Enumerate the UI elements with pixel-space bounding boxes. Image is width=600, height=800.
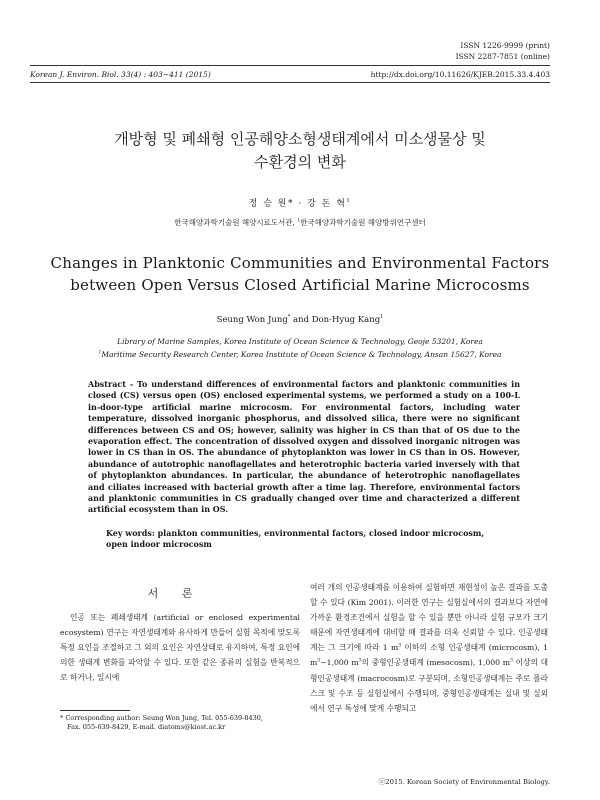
- korean-affiliation: [0, 217, 600, 228]
- english-affiliation-2-row: [0, 348, 600, 361]
- english-title-line2: between Open Versus Closed Artificial Marine Microcosms: [70, 276, 530, 294]
- english-author-1: Seung Won Jung: [216, 315, 288, 325]
- abstract-dash: -: [125, 379, 137, 389]
- korean-title: [0, 128, 600, 174]
- body-left-column: [60, 610, 300, 685]
- english-affiliation-1: Library of Marine Samples, Korea Institute of Ocean Science & Technology, Geoje 53201, Korea: [117, 337, 483, 346]
- english-author-1-mark: *: [287, 314, 291, 321]
- keywords-label: Key words:: [106, 528, 155, 538]
- korean-author-1: 정 승 원: [248, 199, 288, 209]
- issn-online: ISSN 2287-7851 (online): [455, 52, 550, 61]
- section-heading-introduction: 서 론: [147, 587, 203, 600]
- footnote: [60, 714, 310, 732]
- footnote-line2: Fax. 055-639-8429, E-mail. diatoms@kiost.ac.kr: [67, 723, 226, 731]
- english-authors: [0, 315, 600, 325]
- body-left-paragraph: 인공 또는 폐쇄생태계 (artificial or enclosed experimental ecosystem) 연구는 자연생태계와 유사하게 만들어 실험 목적에 맞도록 특정 요인을 조절하고 그 외의 요인은 자연상태로 유지하여, 특정 요인에 의한 생태계 변화를 파악할 수 있다. 또한 같은 종류의 실험을 반복적으로 하거나, 일시에: [60, 613, 300, 683]
- journal-citation: Korean J. Environ. Biol. 33(4) : 403~411 (2015): [30, 69, 211, 79]
- korean-author-separator: * ·: [287, 199, 308, 209]
- body-right-text-2: 이하의 소형 인공생태계 (microcosm), 1 m: [310, 643, 548, 668]
- korean-affiliation-mark: 1: [297, 218, 301, 224]
- korean-author-2: 강 돈 혁: [307, 199, 347, 209]
- english-affiliation-2-mark: 1: [98, 350, 102, 356]
- english-author-and: and: [290, 315, 312, 325]
- footnote-rule: [60, 710, 130, 711]
- korean-affiliation-2: 한국해양과학기술원 해양방위연구센터: [300, 218, 426, 227]
- english-affiliations: [0, 335, 600, 361]
- footnote-line1: * Corresponding author: Seung Won Jung, Tel. 055-639-8430,: [60, 714, 263, 722]
- korean-author-2-mark: 1: [346, 198, 352, 204]
- english-affiliation-2: Maritime Security Research Center, Korea Institute of Ocean Science & Technology, Ansan 15627, Korea: [101, 350, 502, 359]
- body-right-column: [310, 580, 548, 716]
- korean-title-line2: 수환경의 변화: [254, 153, 346, 171]
- abstract-text: To understand differences of environmental factors and planktonic communities in closed (CS) versus open (OS) enclosed experimental systems, we performed a study on a 100-L in-door-type artificial marine microcosm. For environmental factors, including water temperature, dissolved inorganic phosphorus, and dissolved silica, there were no significant differences between CS and OS; however, salinity was higher in CS than that of OS due to the evaporation effect. The concentration of dissolved oxygen and dissolved inorganic nitrogen was lower in CS than in OS. The abundance of phytoplankton was lower in CS than in OS. However, abundance of autotrophic nanoflagellates and heterotrophic bacteria varied inversely with that of phytoplankton abundances. In particular, the abundance of heterotrophic nanoflagellates and ciliates increased with bacterial growth after a time lag. Therefore, environmental factors and planktonic communities in CS gradually changed over time and characterized a different artificial ecosystem than in OS.: [88, 379, 521, 515]
- english-title-line1: Changes in Planktonic Communities and Environmental Factors: [50, 254, 550, 272]
- issn-print: ISSN 1226-9999 (print): [460, 41, 550, 50]
- unit-sup-1: 3: [398, 643, 402, 649]
- unit-sup-3: 3: [358, 658, 362, 664]
- abstract-label: Abstract: [88, 379, 126, 389]
- body-right-text-3: ~1,000 m: [320, 658, 359, 668]
- abstract: [88, 379, 520, 516]
- issn-block: [456, 40, 550, 62]
- english-author-2-mark: 1: [380, 314, 384, 321]
- korean-authors: [0, 196, 600, 209]
- korean-affiliation-1: 한국해양과학기술원 해양시료도서관,: [174, 218, 298, 227]
- body-right-text-4: 의 중형인공생태계 (mesocosm), 1,000 m: [361, 658, 511, 668]
- unit-sup-2: 3: [317, 658, 321, 664]
- korean-title-line1: 개방형 및 폐쇄형 인공해양소형생태계에서 미소생물상 및: [114, 130, 486, 148]
- body-right-text-1: 여러 개의 인공생태계를 이용하여 실험하면 재현성이 높은 결과를 도출할 수 있다 (Kim 2001). 이러한 연구는 실험실에서의 결과보다 자연에 가까운 환경조건에서 실험을 할 수 있을 뿐만 아니라 실험 규모가 크기 때문에 자연생태계에 대비할 때 결과를 더욱 신뢰할 수 있다. 인공생태계는 그 크기에 따라 1 m: [310, 583, 548, 653]
- unit-sup-4: 3: [510, 658, 513, 664]
- body-right-text-5: 이상의 대형인공생태계 (macrocosm)로 구분되며, 소형인공생태계는 주로 플라스크 및 수조 등 실험실에서 수행되며, 중형인공생태계는 실내 및 실외에서 연구 특성에 맞게 수행되고: [310, 658, 549, 713]
- journal-header-bar: [30, 65, 550, 83]
- english-author-2: Don-Hyug Kang: [311, 315, 381, 325]
- english-title: [0, 252, 600, 296]
- doi-link[interactable]: http://dx.doi.org/10.11626/KJEB.2015.33.4.403: [370, 69, 550, 79]
- keywords: [106, 528, 506, 551]
- keywords-text: plankton communities, environmental factors, closed indoor microcosm, open indoor microcosm: [106, 528, 485, 550]
- copyright: ⓒ2015. Korean Society of Environmental Biology.: [378, 778, 550, 786]
